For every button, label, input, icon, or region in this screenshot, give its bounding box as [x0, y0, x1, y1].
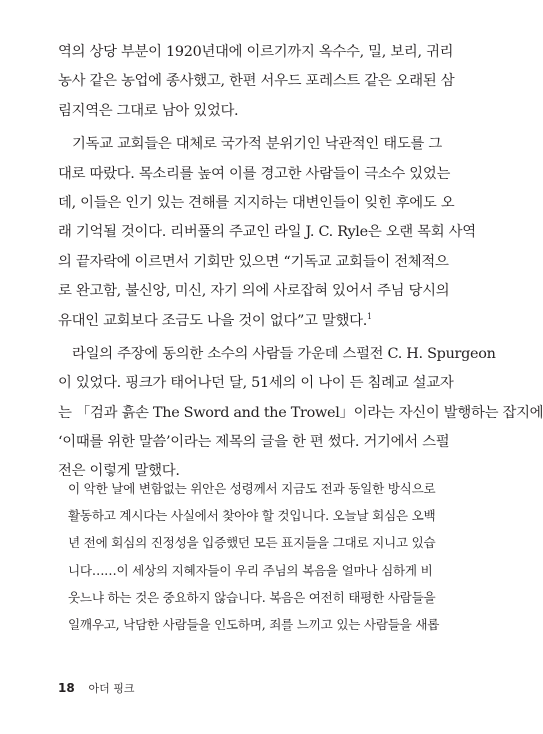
- running-title: 아더 핑크: [88, 682, 135, 695]
- paragraph-3-line: 는 「검과 흙손 The Sword and the Trowel」이라는 자신이 발행하는 잡지에: [58, 404, 543, 421]
- paragraph-2-line: 로 완고함, 불신앙, 미신, 자기 의에 사로잡혀 있어서 주님 당시의: [58, 283, 450, 300]
- quote-line: 년 전에 회심의 진정성을 입증했던 모든 표지들을 그대로 지니고 있습: [68, 535, 436, 551]
- quote-line: 일깨우고, 낙담한 사람들을 인도하며, 죄를 느끼고 있는 사람들을 새롭: [68, 616, 440, 632]
- quote-line: 니다……이 세상의 지혜자들이 우리 주님의 복음을 얼마나 심하게 비: [68, 562, 433, 578]
- paragraph-3-line: 이 있었다. 핑크가 태어나던 달, 51세의 이 나이 든 침례교 설교자: [58, 375, 454, 392]
- page-footer: [58, 680, 135, 696]
- paragraph-2-line: 기독교 교회들은 대체로 국가적 분위기인 낙관적인 태도를 그: [72, 136, 442, 153]
- paragraph-2-line: 래 기억될 것이다. 리버풀의 주교인 라일 J. C. Ryle은 오랜 목회 사역: [58, 224, 476, 241]
- main-text-block: [58, 38, 543, 487]
- paragraph-1-line: 농사 같은 농업에 종사했고, 한편 서우드 포레스트 같은 오래된 삼: [58, 73, 455, 90]
- paragraph-2-last-line: [58, 307, 418, 336]
- paragraph-3-line: 라일의 주장에 동의한 소수의 사람들 가운데 스펄전 C. H. Spurgeon: [72, 345, 496, 362]
- quote-line: 활동하고 계시다는 사실에서 찾아야 할 것입니다. 오늘날 회심은 오백: [68, 508, 436, 524]
- footnote-marker[interactable]: 1: [367, 311, 372, 321]
- page-number: 18: [58, 681, 75, 695]
- paragraph-2-line-text: 유대인 교회보다 조금도 나을 것이 없다”고 말했다.: [58, 312, 368, 329]
- paragraph-3-line: 전은 이렇게 말했다.: [58, 463, 180, 480]
- quote-line: 이 악한 날에 변함없는 위안은 성령께서 지금도 전과 동일한 방식으로: [68, 481, 436, 496]
- paragraph-2-line: 의 끝자락에 이르면서 기회만 있으면 “기독교 교회들이 전체적으: [58, 253, 449, 270]
- paragraph-3-line: ‘이때를 위한 말씀’이라는 제목의 글을 한 편 썼다. 거기에서 스펄: [58, 434, 450, 451]
- quote-line: 웃느냐 하는 것은 중요하지 않습니다. 복음은 여전히 태평한 사람들을: [68, 589, 436, 605]
- paragraph-1-line: 역의 상당 부분이 1920년대에 이르기까지 옥수수, 밀, 보리, 귀리: [58, 44, 454, 60]
- block-quote: [68, 475, 440, 638]
- paragraph-2-line: 데, 이들은 인기 있는 견해를 지지하는 대변인들이 잊힌 후에도 오: [58, 194, 455, 211]
- paragraph-2-line: 대로 따랐다. 목소리를 높여 이를 경고한 사람들이 극소수 있었는: [58, 165, 451, 182]
- paragraph-1-line: 림지역은 그대로 남아 있었다.: [58, 102, 239, 119]
